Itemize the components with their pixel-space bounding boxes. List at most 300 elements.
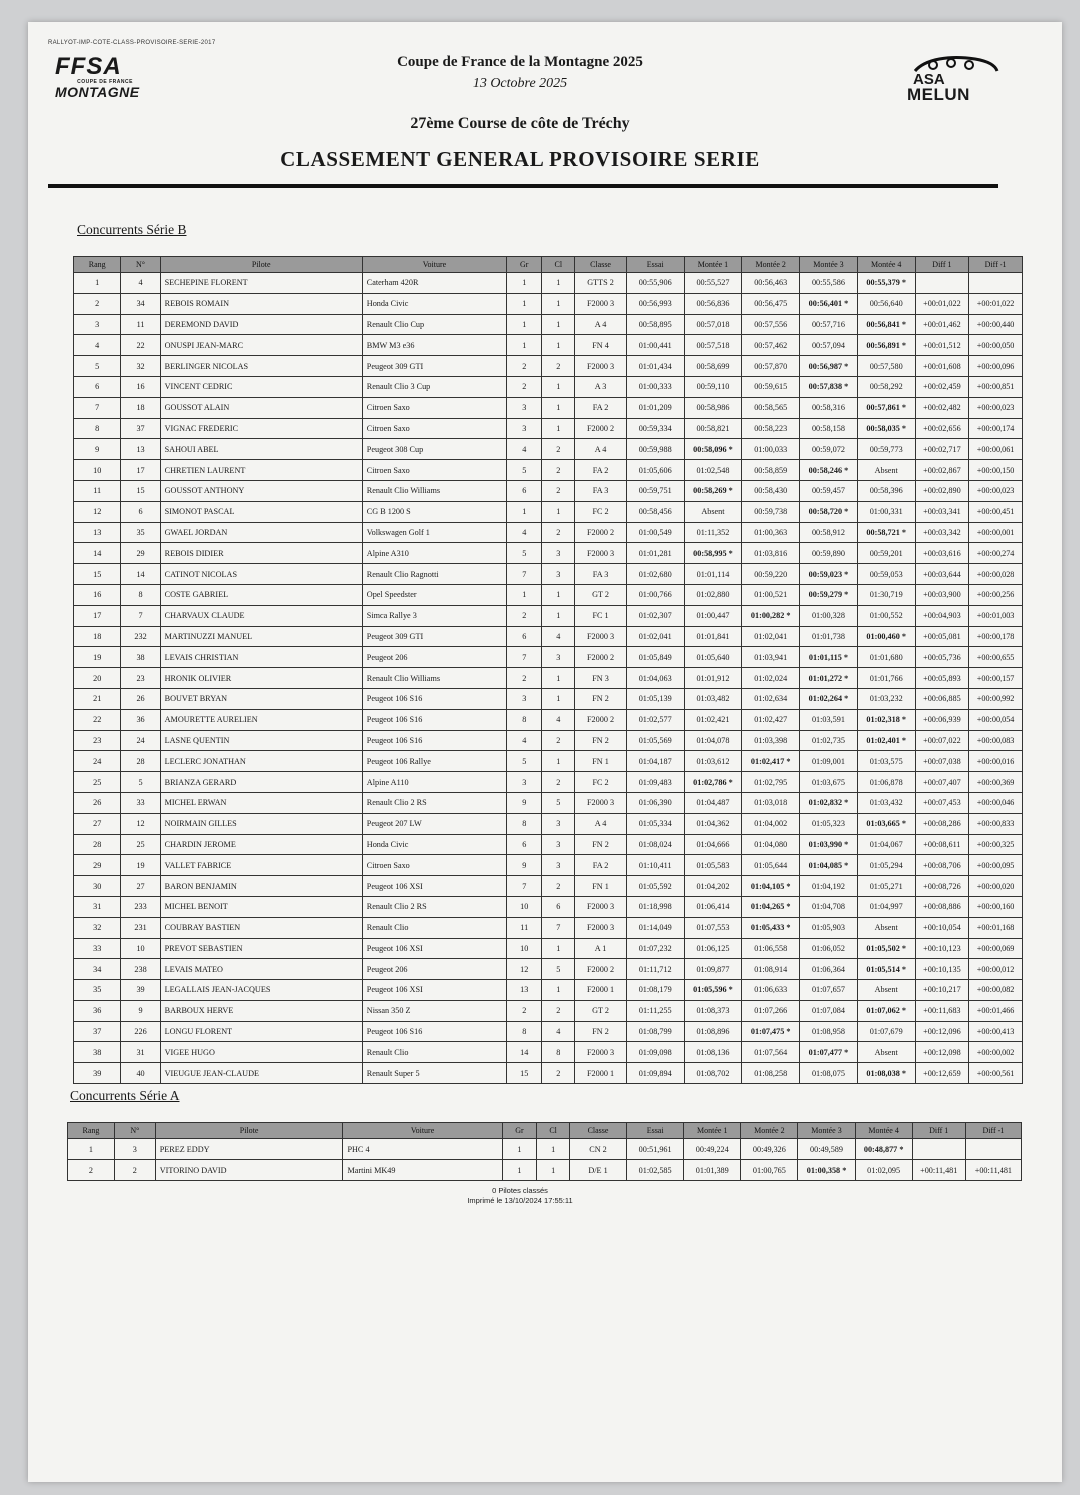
table-cell: 01:07,477 * <box>800 1042 858 1063</box>
table-cell: 31 <box>74 896 121 917</box>
ffsa-logo <box>55 55 175 105</box>
table-cell: 01:01,841 <box>684 626 742 647</box>
table-cell: 3 <box>507 772 542 793</box>
table-cell: 1 <box>507 273 542 294</box>
table-cell: 01:05,514 * <box>857 959 915 980</box>
table-cell: F2000 2 <box>575 959 627 980</box>
table-row <box>74 460 1023 481</box>
table-cell: 00:49,589 <box>798 1139 855 1160</box>
table-cell: +00:12,098 <box>915 1042 969 1063</box>
table-row <box>74 1021 1023 1042</box>
table-cell: 3 <box>542 855 575 876</box>
table-cell: F2000 2 <box>575 709 627 730</box>
table-cell: 10 <box>74 460 121 481</box>
table-cell: Renault Clio Williams <box>362 480 506 501</box>
table-cell: 00:59,890 <box>800 543 858 564</box>
table-cell: 3 <box>542 543 575 564</box>
table-cell: FC 1 <box>575 605 627 626</box>
table-cell: 6 <box>542 896 575 917</box>
table-cell: REBOIS ROMAIN <box>160 293 362 314</box>
table-cell: FA 2 <box>575 855 627 876</box>
table-cell: 2 <box>507 376 542 397</box>
table-cell: 00:56,401 * <box>800 293 858 314</box>
table-cell: 9 <box>507 792 542 813</box>
table-cell: COUBRAY BASTIEN <box>160 917 362 938</box>
table-cell: Renault Clio <box>362 1042 506 1063</box>
table-cell: 12 <box>507 959 542 980</box>
table-cell: 01:00,552 <box>857 605 915 626</box>
table-cell: 01:02,795 <box>742 772 800 793</box>
table-cell: Nissan 350 Z <box>362 1000 506 1021</box>
document-ref-code: RALLYOT-IMP-COTE-CLASS-PROVISOIRE-SERIE-2017 <box>48 40 216 46</box>
table-cell: 9 <box>507 855 542 876</box>
table-cell: 01:05,644 <box>742 855 800 876</box>
table-cell: 01:00,282 * <box>742 605 800 626</box>
column-header: Montée 3 <box>800 257 858 273</box>
table-cell: FN 2 <box>575 834 627 855</box>
table-cell: 3 <box>542 564 575 585</box>
table-cell: 00:48,877 * <box>855 1139 912 1160</box>
table-cell: 1 <box>502 1160 537 1181</box>
table-cell: 1 <box>542 584 575 605</box>
table-row <box>74 917 1023 938</box>
section-b-label: Concurrents Série B <box>77 222 187 237</box>
classified-count: 0 Pilotes classés <box>492 1186 548 1195</box>
table-cell: 16 <box>74 584 121 605</box>
table-cell: 01:01,281 <box>626 543 684 564</box>
column-header: Montée 2 <box>741 1123 798 1139</box>
table-cell: MICHEL BENOIT <box>160 896 362 917</box>
table-cell: 9 <box>74 439 121 460</box>
table-cell: +00:05,736 <box>915 647 969 668</box>
table-cell: +00:02,656 <box>915 418 969 439</box>
table-cell: FN 1 <box>575 876 627 897</box>
table-row <box>74 480 1023 501</box>
table-cell: 00:49,326 <box>741 1139 798 1160</box>
table-cell: 30 <box>74 876 121 897</box>
table-cell: 01:04,265 * <box>742 896 800 917</box>
table-cell: 01:02,401 * <box>857 730 915 751</box>
table-cell: 5 <box>74 356 121 377</box>
table-cell: 00:59,053 <box>857 564 915 585</box>
table-cell: 1 <box>542 980 575 1001</box>
table-cell: 4 <box>542 709 575 730</box>
table-cell: 1 <box>542 273 575 294</box>
table-cell: +00:07,038 <box>915 751 969 772</box>
table-cell: 26 <box>74 792 121 813</box>
table-cell: +00:10,135 <box>915 959 969 980</box>
table-cell: Peugeot 309 GTI <box>362 626 506 647</box>
table-cell: GT 2 <box>575 584 627 605</box>
table-cell: 00:57,716 <box>800 314 858 335</box>
table-cell: 01:02,264 * <box>800 688 858 709</box>
table-cell: 00:57,861 * <box>857 397 915 418</box>
table-cell: 01:04,080 <box>742 834 800 855</box>
table-cell: 238 <box>121 959 160 980</box>
table-cell: F2000 2 <box>575 522 627 543</box>
table-cell: 29 <box>74 855 121 876</box>
table-cell: BARBOUX HERVE <box>160 1000 362 1021</box>
table-row <box>74 834 1023 855</box>
table-cell: 01:02,041 <box>626 626 684 647</box>
table-cell: 01:00,549 <box>626 522 684 543</box>
table-cell: FN 2 <box>575 730 627 751</box>
table-cell: 1 <box>542 605 575 626</box>
table-cell: 00:59,751 <box>626 480 684 501</box>
table-cell: +00:00,083 <box>969 730 1023 751</box>
table-cell: 01:05,606 <box>626 460 684 481</box>
table-cell: 01:00,766 <box>626 584 684 605</box>
table-cell: +00:00,369 <box>969 772 1023 793</box>
table-cell: 233 <box>121 896 160 917</box>
table-cell: 01:05,569 <box>626 730 684 751</box>
table-cell: +00:00,451 <box>969 501 1023 522</box>
table-cell: +00:00,178 <box>969 626 1023 647</box>
table-cell: 01:05,334 <box>626 813 684 834</box>
table-cell: A 1 <box>575 938 627 959</box>
table-cell: 2 <box>542 876 575 897</box>
table-cell: 00:55,527 <box>684 273 742 294</box>
table-cell: 01:06,125 <box>684 938 742 959</box>
table-cell: COSTE GABRIEL <box>160 584 362 605</box>
table-cell: FC 2 <box>575 772 627 793</box>
table-cell: +00:12,096 <box>915 1021 969 1042</box>
column-header: Diff 1 <box>912 1123 965 1139</box>
table-cell: Peugeot 106 XSI <box>362 980 506 1001</box>
table-cell: 13 <box>507 980 542 1001</box>
table-cell: 2 <box>68 1160 115 1181</box>
table-cell: Peugeot 308 Cup <box>362 439 506 460</box>
table-cell: Renault Clio Cup <box>362 314 506 335</box>
table-cell: Absent <box>857 1042 915 1063</box>
table-cell: 00:56,841 * <box>857 314 915 335</box>
table-cell: 00:58,035 * <box>857 418 915 439</box>
table-cell: 5 <box>542 959 575 980</box>
asa-logo-text: ASA <box>913 71 945 88</box>
column-header: Classe <box>575 257 627 273</box>
table-cell: 00:57,580 <box>857 356 915 377</box>
table-cell: +00:01,022 <box>969 293 1023 314</box>
table-cell: 01:05,139 <box>626 688 684 709</box>
table-cell: 00:57,518 <box>684 335 742 356</box>
table-cell: 01:08,799 <box>626 1021 684 1042</box>
table-cell: 6 <box>74 376 121 397</box>
table-cell: 2 <box>507 668 542 689</box>
table-row <box>74 543 1023 564</box>
table-row <box>74 314 1023 335</box>
table-cell: +00:00,020 <box>969 876 1023 897</box>
table-cell: Peugeot 106 S16 <box>362 1021 506 1042</box>
table-cell: 01:06,364 <box>800 959 858 980</box>
table-cell: 14 <box>121 564 160 585</box>
table-cell: 01:03,612 <box>684 751 742 772</box>
table-cell: 01:04,997 <box>857 896 915 917</box>
table-cell: 3 <box>542 813 575 834</box>
table-cell: 25 <box>74 772 121 793</box>
table-cell: 00:58,721 * <box>857 522 915 543</box>
table-cell: 01:09,001 <box>800 751 858 772</box>
table-cell: 01:00,331 <box>857 501 915 522</box>
table-cell: BARON BENJAMIN <box>160 876 362 897</box>
table-cell: Alpine A110 <box>362 772 506 793</box>
results-table-serie-b <box>73 256 1023 1084</box>
table-cell: Absent <box>857 460 915 481</box>
table-cell: Simca Rallye 3 <box>362 605 506 626</box>
table-cell: +00:03,341 <box>915 501 969 522</box>
table-cell: 01:02,427 <box>742 709 800 730</box>
table-cell: 00:55,906 <box>626 273 684 294</box>
table-cell: 00:58,565 <box>742 397 800 418</box>
asa-logo-city: MELUN <box>907 85 970 104</box>
table-cell: 01:03,575 <box>857 751 915 772</box>
table-cell: 00:58,158 <box>800 418 858 439</box>
table-cell <box>912 1139 965 1160</box>
table-cell: 33 <box>121 792 160 813</box>
table-cell: 00:56,475 <box>742 293 800 314</box>
table-cell: 1 <box>74 273 121 294</box>
table-cell: 01:03,232 <box>857 688 915 709</box>
table-cell: 2 <box>542 439 575 460</box>
table-cell: 01:05,592 <box>626 876 684 897</box>
table-cell: Peugeot 106 XSI <box>362 938 506 959</box>
table-cell: 01:06,390 <box>626 792 684 813</box>
table-cell: 4 <box>542 626 575 647</box>
table-header-row <box>74 257 1023 273</box>
table-cell: 10 <box>121 938 160 959</box>
table-cell: GOUSSOT ANTHONY <box>160 480 362 501</box>
table-cell: 10 <box>507 938 542 959</box>
table-cell: F2000 1 <box>575 1063 627 1084</box>
table-cell: +00:12,659 <box>915 1063 969 1084</box>
table-cell: 01:01,115 * <box>800 647 858 668</box>
table-cell: +00:00,440 <box>969 314 1023 335</box>
table-cell: +00:06,885 <box>915 688 969 709</box>
table-cell: Renault Clio Williams <box>362 668 506 689</box>
table-row <box>74 938 1023 959</box>
table-cell: FA 2 <box>575 397 627 418</box>
table-row <box>68 1139 1022 1160</box>
table-cell: +00:03,900 <box>915 584 969 605</box>
table-cell: +00:10,123 <box>915 938 969 959</box>
table-cell: Absent <box>857 980 915 1001</box>
table-cell: +00:02,890 <box>915 480 969 501</box>
table-cell: 01:07,232 <box>626 938 684 959</box>
table-cell: FN 2 <box>575 1021 627 1042</box>
table-cell: 15 <box>507 1063 542 1084</box>
table-cell: 01:08,702 <box>684 1063 742 1084</box>
table-cell: Absent <box>857 917 915 938</box>
column-header: Montée 1 <box>684 257 742 273</box>
page-title: CLASSEMENT GENERAL PROVISOIRE SERIE <box>280 147 760 171</box>
table-cell: Honda Civic <box>362 834 506 855</box>
table-cell: 7 <box>542 917 575 938</box>
table-cell: 2 <box>507 356 542 377</box>
table-cell: 22 <box>74 709 121 730</box>
table-cell: 2 <box>542 356 575 377</box>
table-cell: +00:02,482 <box>915 397 969 418</box>
table-cell: VIGNAC FREDERIC <box>160 418 362 439</box>
table-cell: 00:58,292 <box>857 376 915 397</box>
table-cell: 31 <box>121 1042 160 1063</box>
table-cell: 00:58,821 <box>684 418 742 439</box>
table-cell: +00:03,342 <box>915 522 969 543</box>
table-cell: 01:02,421 <box>684 709 742 730</box>
table-cell: 36 <box>121 709 160 730</box>
table-cell: 7 <box>507 876 542 897</box>
table-cell: 16 <box>121 376 160 397</box>
table-cell: 01:04,708 <box>800 896 858 917</box>
table-cell: PREVOT SEBASTIEN <box>160 938 362 959</box>
table-cell: 00:58,246 * <box>800 460 858 481</box>
table-cell: Renault Clio 2 RS <box>362 896 506 917</box>
table-row <box>74 293 1023 314</box>
table-cell: 10 <box>507 896 542 917</box>
table-cell: 40 <box>121 1063 160 1084</box>
table-cell: 1 <box>542 397 575 418</box>
table-cell: 27 <box>74 813 121 834</box>
table-cell: +00:08,611 <box>915 834 969 855</box>
table-cell: F2000 3 <box>575 917 627 938</box>
table-cell: 01:03,941 <box>742 647 800 668</box>
table-cell: SIMONOT PASCAL <box>160 501 362 522</box>
table-row <box>74 792 1023 813</box>
header-divider <box>48 184 998 188</box>
table-cell: 01:02,585 <box>627 1160 684 1181</box>
table-cell: 01:08,136 <box>684 1042 742 1063</box>
column-header: Classe <box>569 1123 626 1139</box>
table-cell: MARTINUZZI MANUEL <box>160 626 362 647</box>
table-cell: 11 <box>507 917 542 938</box>
table-cell: GTTS 2 <box>575 273 627 294</box>
table-cell: 15 <box>74 564 121 585</box>
table-cell: +00:11,481 <box>965 1160 1021 1181</box>
table-cell: 39 <box>121 980 160 1001</box>
table-cell: +00:01,512 <box>915 335 969 356</box>
table-cell: 01:00,328 <box>800 605 858 626</box>
table-cell: 00:58,223 <box>742 418 800 439</box>
table-cell: 00:59,279 * <box>800 584 858 605</box>
table-cell: 1 <box>507 314 542 335</box>
table-cell: 01:06,052 <box>800 938 858 959</box>
table-cell: 5 <box>542 792 575 813</box>
column-header: Montée 4 <box>855 1123 912 1139</box>
table-cell: 00:59,988 <box>626 439 684 460</box>
table-cell: A 3 <box>575 376 627 397</box>
table-cell: 22 <box>121 335 160 356</box>
table-cell: 1 <box>502 1139 537 1160</box>
table-cell: 4 <box>74 335 121 356</box>
table-cell: BRIANZA GERARD <box>160 772 362 793</box>
table-cell: 1 <box>537 1139 570 1160</box>
column-header: Voiture <box>362 257 506 273</box>
table-cell: 00:59,220 <box>742 564 800 585</box>
table-cell: Alpine A310 <box>362 543 506 564</box>
table-cell: Peugeot 106 S16 <box>362 730 506 751</box>
table-row <box>74 730 1023 751</box>
table-cell: 01:18,998 <box>626 896 684 917</box>
table-cell: 7 <box>121 605 160 626</box>
table-row <box>74 584 1023 605</box>
column-header: Voiture <box>343 1123 502 1139</box>
table-cell: 01:08,038 * <box>857 1063 915 1084</box>
table-cell: 3 <box>542 647 575 668</box>
table-cell: 01:02,307 <box>626 605 684 626</box>
table-cell: 37 <box>74 1021 121 1042</box>
table-cell: 20 <box>74 668 121 689</box>
table-cell: 01:11,255 <box>626 1000 684 1021</box>
table-cell: Volkswagen Golf 1 <box>362 522 506 543</box>
table-cell: CHARVAUX CLAUDE <box>160 605 362 626</box>
table-row <box>74 772 1023 793</box>
table-cell: 01:02,786 * <box>684 772 742 793</box>
column-header: Diff -1 <box>969 257 1023 273</box>
table-cell: 38 <box>74 1042 121 1063</box>
table-cell: 11 <box>121 314 160 335</box>
table-cell: +00:00,150 <box>969 460 1023 481</box>
table-cell: A 4 <box>575 813 627 834</box>
table-cell: F2000 3 <box>575 543 627 564</box>
table-cell: 00:59,457 <box>800 480 858 501</box>
table-cell: 01:04,666 <box>684 834 742 855</box>
table-cell: 7 <box>74 397 121 418</box>
table-cell: 1 <box>542 314 575 335</box>
table-cell: 2 <box>114 1160 155 1181</box>
table-cell: 01:07,657 <box>800 980 858 1001</box>
table-cell: 01:07,475 * <box>742 1021 800 1042</box>
column-header: Essai <box>627 1123 684 1139</box>
section-a-label: Concurrents Série A <box>70 1088 180 1103</box>
table-cell: 00:49,224 <box>684 1139 741 1160</box>
table-cell: +00:07,022 <box>915 730 969 751</box>
table-cell: 01:05,849 <box>626 647 684 668</box>
table-cell: 28 <box>121 751 160 772</box>
table-cell: 2 <box>542 1063 575 1084</box>
table-cell: LASNE QUENTIN <box>160 730 362 751</box>
table-cell: 6 <box>507 834 542 855</box>
table-cell: 13 <box>74 522 121 543</box>
table-cell: 00:59,072 <box>800 439 858 460</box>
table-cell: 6 <box>507 480 542 501</box>
ffsa-logo-subtitle: COUPE DE FRANCE <box>77 79 133 85</box>
table-cell: 5 <box>507 751 542 772</box>
table-cell: 00:58,986 <box>684 397 742 418</box>
table-cell: 5 <box>507 460 542 481</box>
table-cell: 26 <box>121 688 160 709</box>
table-cell: 01:00,333 <box>626 376 684 397</box>
table-cell: 01:05,271 <box>857 876 915 897</box>
table-cell: 3 <box>507 688 542 709</box>
table-cell: 00:57,094 <box>800 335 858 356</box>
table-cell: GT 2 <box>575 1000 627 1021</box>
table-cell: FA 2 <box>575 460 627 481</box>
table-cell: 01:06,558 <box>742 938 800 959</box>
table-cell: F2000 3 <box>575 792 627 813</box>
table-cell: 8 <box>74 418 121 439</box>
table-cell: 1 <box>542 751 575 772</box>
table-row <box>74 605 1023 626</box>
table-cell: FC 2 <box>575 501 627 522</box>
table-cell: 01:04,487 <box>684 792 742 813</box>
table-cell: 1 <box>542 501 575 522</box>
table-cell: 01:00,521 <box>742 584 800 605</box>
table-row <box>74 647 1023 668</box>
table-row <box>74 418 1023 439</box>
table-cell: A 4 <box>575 439 627 460</box>
table-row <box>74 1063 1023 1084</box>
table-cell: +00:00,082 <box>969 980 1023 1001</box>
table-cell: 00:59,023 * <box>800 564 858 585</box>
table-cell: +00:00,023 <box>969 397 1023 418</box>
